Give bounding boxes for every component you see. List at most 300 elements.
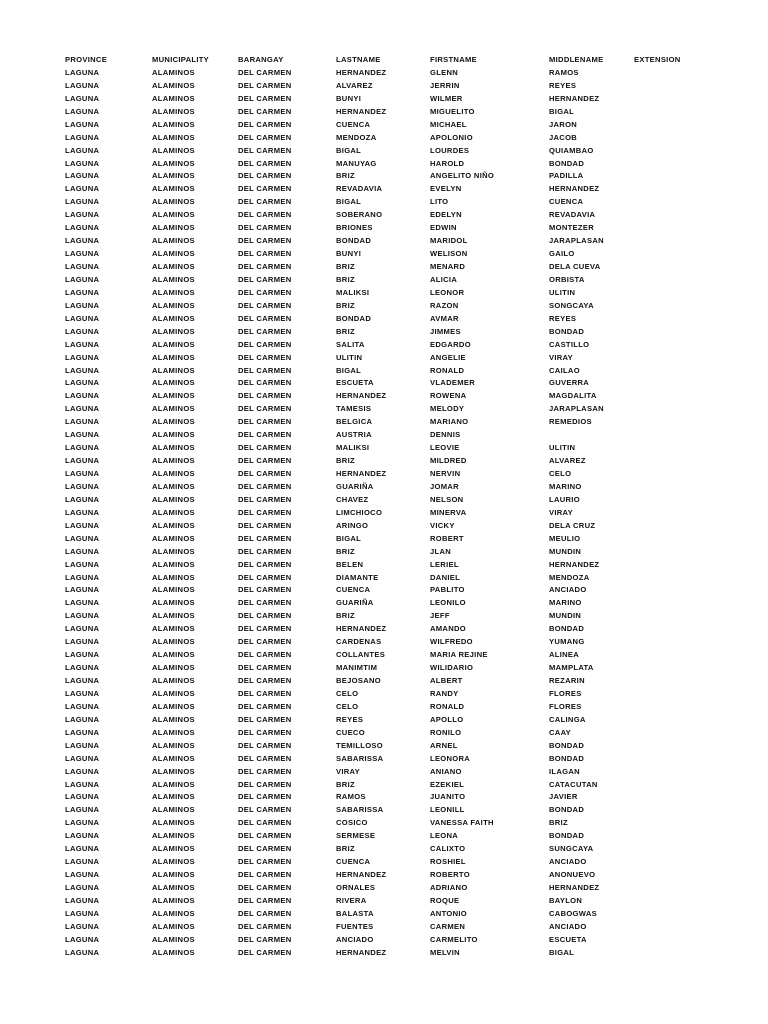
lastname-cell: GUARIÑA xyxy=(336,598,374,608)
table-row xyxy=(0,559,768,572)
middlename-cell: SUNGCAYA xyxy=(549,844,594,854)
firstname-cell: EDGARDO xyxy=(430,339,471,349)
municipality-cell: ALAMINOS xyxy=(152,378,195,388)
middlename-cell: FLORES xyxy=(549,701,582,711)
middlename-cell: CAAY xyxy=(549,727,572,737)
table-row xyxy=(0,610,768,623)
firstname-cell: MARIDOL xyxy=(430,236,468,246)
firstname-cell: MARIANO xyxy=(430,417,469,427)
province-cell: LAGUNA xyxy=(65,805,100,815)
middlename-cell: ALINEA xyxy=(549,650,580,660)
barangay-cell: DEL CARMEN xyxy=(238,546,292,556)
municipality-cell: ALAMINOS xyxy=(152,339,195,349)
firstname-cell: ANTONIO xyxy=(430,908,467,918)
firstname-cell: LITO xyxy=(430,197,449,207)
table-row xyxy=(0,183,768,196)
municipality-cell: ALAMINOS xyxy=(152,365,195,375)
barangay-cell: DEL CARMEN xyxy=(238,688,292,698)
municipality-cell: ALAMINOS xyxy=(152,67,195,77)
firstname-cell: CARMEN xyxy=(430,921,466,931)
lastname-cell: HERNANDEZ xyxy=(336,469,387,478)
firstname-cell: JLAN xyxy=(430,546,452,556)
lastname-cell: GUARIÑA xyxy=(336,481,374,491)
middlename-cell: BONDAD xyxy=(549,158,585,168)
table-row xyxy=(0,313,768,326)
barangay-cell: DEL CARMEN xyxy=(238,611,292,621)
firstname-cell: AMANDO xyxy=(430,624,466,634)
province-cell: LAGUNA xyxy=(65,908,100,918)
middlename-cell: HERNANDEZ xyxy=(549,559,600,569)
barangay-cell: DEL CARMEN xyxy=(238,727,292,737)
lastname-cell: BRIZ xyxy=(336,844,355,854)
province-cell: LAGUNA xyxy=(65,378,100,388)
lastname-cell: RAMOS xyxy=(336,792,366,802)
municipality-cell: ALAMINOS xyxy=(152,947,195,957)
lastname-cell: REYES xyxy=(336,714,364,724)
firstname-cell: APOLONIO xyxy=(430,132,473,142)
table-row xyxy=(0,455,768,468)
middlename-cell: BRIZ xyxy=(549,818,568,828)
table-row xyxy=(0,675,768,688)
municipality-cell: ALAMINOS xyxy=(152,469,195,478)
municipality-cell: ALAMINOS xyxy=(152,520,195,530)
municipality-cell: ALAMINOS xyxy=(152,727,195,737)
municipality-cell: ALAMINOS xyxy=(152,249,195,259)
barangay-cell: DEL CARMEN xyxy=(238,766,292,776)
middlename-cell: ANONUEVO xyxy=(549,870,596,880)
firstname-cell: ROWENA xyxy=(430,391,467,401)
lastname-cell: BIGAL xyxy=(336,145,362,155)
table-row xyxy=(0,779,768,792)
barangay-cell: DEL CARMEN xyxy=(238,249,292,259)
lastname-cell: BONDAD xyxy=(336,236,372,246)
firstname-cell: VLADEMER xyxy=(430,378,476,388)
lastname-cell: BEJOSANO xyxy=(336,676,382,685)
province-cell: LAGUNA xyxy=(65,533,100,543)
firstname-cell: WILFREDO xyxy=(430,637,473,647)
table-row xyxy=(0,235,768,248)
barangay-cell: DEL CARMEN xyxy=(238,714,292,724)
municipality-cell: ALAMINOS xyxy=(152,805,195,815)
table-row xyxy=(0,766,768,779)
province-cell: LAGUNA xyxy=(65,921,100,931)
middlename-cell: DELA CRUZ xyxy=(549,520,596,530)
middlename-cell: ULITIN xyxy=(549,287,576,297)
province-cell: LAGUNA xyxy=(65,352,100,362)
province-cell: LAGUNA xyxy=(65,300,100,310)
table-row xyxy=(0,817,768,830)
firstname-cell: WILIDARIO xyxy=(430,663,474,673)
municipality-cell: ALAMINOS xyxy=(152,494,195,504)
municipality-cell: ALAMINOS xyxy=(152,714,195,724)
firstname-cell: RONILO xyxy=(430,727,462,737)
province-cell: LAGUNA xyxy=(65,430,100,440)
table-row xyxy=(0,597,768,610)
barangay-cell: DEL CARMEN xyxy=(238,417,292,427)
barangay-cell: DEL CARMEN xyxy=(238,443,292,453)
barangay-cell: DEL CARMEN xyxy=(238,740,292,750)
middlename-cell: RAMOS xyxy=(549,67,579,77)
firstname-cell: NELSON xyxy=(430,494,464,504)
barangay-cell: DEL CARMEN xyxy=(238,701,292,711)
province-cell: LAGUNA xyxy=(65,223,100,233)
firstname-cell: LEOVIE xyxy=(430,443,460,453)
firstname-cell: ANGELITO NIÑO xyxy=(430,171,495,181)
lastname-cell: CUENCA xyxy=(336,585,371,595)
province-cell: LAGUNA xyxy=(65,456,100,466)
barangay-cell: DEL CARMEN xyxy=(238,378,292,388)
table-row xyxy=(0,843,768,856)
table-row xyxy=(0,908,768,921)
lastname-cell: DIAMANTE xyxy=(336,572,379,582)
barangay-cell: DEL CARMEN xyxy=(238,753,292,763)
province-cell: LAGUNA xyxy=(65,520,100,530)
barangay-cell: DEL CARMEN xyxy=(238,158,292,168)
province-cell: LAGUNA xyxy=(65,947,100,957)
middlename-cell: CAILAO xyxy=(549,365,580,375)
middlename-cell: JAVIER xyxy=(549,792,578,802)
firstname-cell: LOURDES xyxy=(430,145,470,155)
barangay-cell: DEL CARMEN xyxy=(238,106,292,116)
firstname-cell: VICKY xyxy=(430,520,455,530)
middlename-cell: CASTILLO xyxy=(549,339,590,349)
middlename-cell: MONTEZER xyxy=(549,223,595,233)
table-row xyxy=(0,740,768,753)
lastname-cell: BELGICA xyxy=(336,417,373,427)
middlename-cell: QUIAMBAO xyxy=(549,145,594,155)
table-row xyxy=(0,481,768,494)
municipality-cell: ALAMINOS xyxy=(152,585,195,595)
lastname-cell: REVADAVIA xyxy=(336,184,383,194)
province-cell: LAGUNA xyxy=(65,857,100,867)
lastname-cell: CELO xyxy=(336,688,359,698)
municipality-cell: ALAMINOS xyxy=(152,624,195,634)
municipality-cell: ALAMINOS xyxy=(152,287,195,297)
middlename-cell: BONDAD xyxy=(549,831,585,841)
middlename-cell: GUVERRA xyxy=(549,378,590,388)
table-row xyxy=(0,93,768,106)
barangay-cell: DEL CARMEN xyxy=(238,481,292,491)
middlename-cell: BAYLON xyxy=(549,895,583,905)
barangay-cell: DEL CARMEN xyxy=(238,494,292,504)
barangay-cell: DEL CARMEN xyxy=(238,210,292,220)
municipality-cell: ALAMINOS xyxy=(152,637,195,647)
lastname-cell: LIMCHIOCO xyxy=(336,507,383,517)
middlename-cell: MUNDIN xyxy=(549,611,582,621)
barangay-cell: DEL CARMEN xyxy=(238,171,292,181)
firstname-cell: APOLLO xyxy=(430,714,464,724)
middlename-cell: MEULIO xyxy=(549,533,581,543)
barangay-cell: DEL CARMEN xyxy=(238,650,292,660)
municipality-cell: ALAMINOS xyxy=(152,676,195,685)
province-cell: LAGUNA xyxy=(65,546,100,556)
middlename-cell: ALVAREZ xyxy=(549,456,586,466)
table-row xyxy=(0,830,768,843)
table-row xyxy=(0,947,768,960)
barangay-cell: DEL CARMEN xyxy=(238,352,292,362)
firstname-cell: ROQUE xyxy=(430,895,460,905)
table-row xyxy=(0,365,768,378)
municipality-cell: ALAMINOS xyxy=(152,274,195,284)
table-row xyxy=(0,274,768,287)
municipality-cell: ALAMINOS xyxy=(152,908,195,918)
lastname-cell: MALIKSI xyxy=(336,443,370,453)
firstname-cell: MENARD xyxy=(430,262,466,271)
header-barangay: BARANGAY xyxy=(238,55,284,64)
province-cell: LAGUNA xyxy=(65,158,100,168)
barangay-cell: DEL CARMEN xyxy=(238,430,292,440)
lastname-cell: FUENTES xyxy=(336,921,374,931)
middlename-cell: BONDAD xyxy=(549,805,585,815)
municipality-cell: ALAMINOS xyxy=(152,559,195,569)
middlename-cell: MENDOZA xyxy=(549,572,590,582)
barangay-cell: DEL CARMEN xyxy=(238,663,292,673)
municipality-cell: ALAMINOS xyxy=(152,779,195,789)
municipality-cell: ALAMINOS xyxy=(152,93,195,103)
middlename-cell: REZARIN xyxy=(549,676,585,685)
middlename-cell: MUNDIN xyxy=(549,546,582,556)
province-cell: LAGUNA xyxy=(65,106,100,116)
middlename-cell: BIGAL xyxy=(549,106,575,116)
table-row xyxy=(0,442,768,455)
barangay-cell: DEL CARMEN xyxy=(238,572,292,582)
province-cell: LAGUNA xyxy=(65,274,100,284)
middlename-cell: MARINO xyxy=(549,598,582,608)
barangay-cell: DEL CARMEN xyxy=(238,365,292,375)
lastname-cell: AUSTRIA xyxy=(336,430,372,440)
province-cell: LAGUNA xyxy=(65,93,100,103)
province-cell: LAGUNA xyxy=(65,313,100,323)
firstname-cell: RONALD xyxy=(430,701,465,711)
barangay-cell: DEL CARMEN xyxy=(238,844,292,854)
table-row xyxy=(0,662,768,675)
middlename-cell: ULITIN xyxy=(549,443,576,453)
municipality-cell: ALAMINOS xyxy=(152,844,195,854)
firstname-cell: DENNIS xyxy=(430,430,461,440)
barangay-cell: DEL CARMEN xyxy=(238,287,292,297)
province-cell: LAGUNA xyxy=(65,895,100,905)
table-row xyxy=(0,921,768,934)
province-cell: LAGUNA xyxy=(65,650,100,660)
middlename-cell: HERNANDEZ xyxy=(549,93,600,103)
municipality-cell: ALAMINOS xyxy=(152,934,195,944)
table-row xyxy=(0,287,768,300)
table-row xyxy=(0,132,768,145)
barangay-cell: DEL CARMEN xyxy=(238,93,292,103)
table-row xyxy=(0,714,768,727)
table-row xyxy=(0,856,768,869)
middlename-cell: MARINO xyxy=(549,481,582,491)
province-cell: LAGUNA xyxy=(65,481,100,491)
municipality-cell: ALAMINOS xyxy=(152,158,195,168)
middlename-cell: ILAGAN xyxy=(549,766,580,776)
firstname-cell: EVELYN xyxy=(430,184,462,194)
barangay-cell: DEL CARMEN xyxy=(238,934,292,944)
table-row xyxy=(0,882,768,895)
firstname-cell: ARNEL xyxy=(430,740,458,750)
firstname-cell: RAZON xyxy=(430,300,459,310)
table-row xyxy=(0,300,768,313)
middlename-cell: REYES xyxy=(549,313,577,323)
table-row xyxy=(0,390,768,403)
province-cell: LAGUNA xyxy=(65,365,100,375)
firstname-cell: MELVIN xyxy=(430,947,460,957)
barangay-cell: DEL CARMEN xyxy=(238,391,292,401)
spreadsheet-table xyxy=(0,54,768,960)
municipality-cell: ALAMINOS xyxy=(152,883,195,892)
lastname-cell: HERNANDEZ xyxy=(336,947,387,957)
table-row xyxy=(0,158,768,171)
province-cell: LAGUNA xyxy=(65,818,100,828)
municipality-cell: ALAMINOS xyxy=(152,481,195,491)
barangay-cell: DEL CARMEN xyxy=(238,262,292,271)
barangay-cell: DEL CARMEN xyxy=(238,80,292,90)
lastname-cell: TAMESIS xyxy=(336,404,372,414)
lastname-cell: CUECO xyxy=(336,727,365,737)
header-middlename: MIDDLENAME xyxy=(549,55,604,64)
municipality-cell: ALAMINOS xyxy=(152,766,195,776)
table-row xyxy=(0,895,768,908)
middlename-cell: CELO xyxy=(549,469,572,478)
middlename-cell: HERNANDEZ xyxy=(549,883,600,892)
lastname-cell: BUNYI xyxy=(336,93,362,103)
lastname-cell: COSICO xyxy=(336,818,368,828)
lastname-cell: BRIZ xyxy=(336,611,355,621)
barangay-cell: DEL CARMEN xyxy=(238,339,292,349)
municipality-cell: ALAMINOS xyxy=(152,391,195,401)
province-cell: LAGUNA xyxy=(65,67,100,77)
firstname-cell: LEONORA xyxy=(430,753,471,763)
barangay-cell: DEL CARMEN xyxy=(238,779,292,789)
middlename-cell: ORBISTA xyxy=(549,274,585,284)
lastname-cell: BRIZ xyxy=(336,171,355,181)
municipality-cell: ALAMINOS xyxy=(152,572,195,582)
municipality-cell: ALAMINOS xyxy=(152,132,195,142)
lastname-cell: ARINGO xyxy=(336,520,369,530)
province-cell: LAGUNA xyxy=(65,844,100,854)
middlename-cell: CALINGA xyxy=(549,714,586,724)
lastname-cell: BALASTA xyxy=(336,908,374,918)
municipality-cell: ALAMINOS xyxy=(152,80,195,90)
table-row xyxy=(0,533,768,546)
lastname-cell: BRIZ xyxy=(336,300,355,310)
table-row xyxy=(0,507,768,520)
municipality-cell: ALAMINOS xyxy=(152,443,195,453)
lastname-cell: BUNYI xyxy=(336,249,362,259)
middlename-cell: BIGAL xyxy=(549,947,575,957)
barangay-cell: DEL CARMEN xyxy=(238,883,292,892)
barangay-cell: DEL CARMEN xyxy=(238,857,292,867)
province-cell: LAGUNA xyxy=(65,80,100,90)
middlename-cell: SONGCAYA xyxy=(549,300,594,310)
barangay-cell: DEL CARMEN xyxy=(238,792,292,802)
province-cell: LAGUNA xyxy=(65,598,100,608)
table-row xyxy=(0,403,768,416)
lastname-cell: BRIZ xyxy=(336,274,355,284)
municipality-cell: ALAMINOS xyxy=(152,753,195,763)
middlename-cell: VIRAY xyxy=(549,507,574,517)
lastname-cell: BONDAD xyxy=(336,313,372,323)
lastname-cell: CUENCA xyxy=(336,119,371,129)
barangay-cell: DEL CARMEN xyxy=(238,274,292,284)
municipality-cell: ALAMINOS xyxy=(152,533,195,543)
province-cell: LAGUNA xyxy=(65,611,100,621)
municipality-cell: ALAMINOS xyxy=(152,223,195,233)
firstname-cell: EZEKIEL xyxy=(430,779,465,789)
middlename-cell: VIRAY xyxy=(549,352,574,362)
province-cell: LAGUNA xyxy=(65,443,100,453)
lastname-cell: HERNANDEZ xyxy=(336,391,387,401)
municipality-cell: ALAMINOS xyxy=(152,663,195,673)
municipality-cell: ALAMINOS xyxy=(152,236,195,246)
lastname-cell: BIGAL xyxy=(336,533,362,543)
barangay-cell: DEL CARMEN xyxy=(238,831,292,841)
lastname-cell: CHAVEZ xyxy=(336,494,369,504)
firstname-cell: LEONA xyxy=(430,831,459,841)
firstname-cell: MICHAEL xyxy=(430,119,467,129)
header-province: PROVINCE xyxy=(65,55,108,64)
province-cell: LAGUNA xyxy=(65,585,100,595)
municipality-cell: ALAMINOS xyxy=(152,701,195,711)
province-cell: LAGUNA xyxy=(65,132,100,142)
firstname-cell: ANGELIE xyxy=(430,352,466,362)
firstname-cell: CARMELITO xyxy=(430,934,478,944)
province-cell: LAGUNA xyxy=(65,184,100,194)
table-row xyxy=(0,701,768,714)
middlename-cell: MAMPLATA xyxy=(549,663,594,673)
lastname-cell: VIRAY xyxy=(336,766,361,776)
barangay-cell: DEL CARMEN xyxy=(238,598,292,608)
lastname-cell: BIGAL xyxy=(336,197,362,207)
barangay-cell: DEL CARMEN xyxy=(238,895,292,905)
municipality-cell: ALAMINOS xyxy=(152,870,195,880)
province-cell: LAGUNA xyxy=(65,701,100,711)
firstname-cell: GLENN xyxy=(430,67,459,77)
municipality-cell: ALAMINOS xyxy=(152,404,195,414)
municipality-cell: ALAMINOS xyxy=(152,611,195,621)
province-cell: LAGUNA xyxy=(65,637,100,647)
municipality-cell: ALAMINOS xyxy=(152,106,195,116)
province-cell: LAGUNA xyxy=(65,883,100,892)
firstname-cell: JOMAR xyxy=(430,481,459,491)
table-row xyxy=(0,572,768,585)
lastname-cell: SABARISSA xyxy=(336,753,384,763)
barangay-cell: DEL CARMEN xyxy=(238,624,292,634)
lastname-cell: ESCUETA xyxy=(336,378,374,388)
lastname-cell: BRIZ xyxy=(336,779,355,789)
table-row xyxy=(0,869,768,882)
table-row xyxy=(0,636,768,649)
lastname-cell: BRIZ xyxy=(336,326,355,336)
province-cell: LAGUNA xyxy=(65,145,100,155)
table-row xyxy=(0,261,768,274)
province-cell: LAGUNA xyxy=(65,766,100,776)
middlename-cell: ANCIADO xyxy=(549,585,587,595)
province-cell: LAGUNA xyxy=(65,831,100,841)
lastname-cell: BRIZ xyxy=(336,262,355,271)
municipality-cell: ALAMINOS xyxy=(152,145,195,155)
municipality-cell: ALAMINOS xyxy=(152,197,195,207)
middlename-cell: REVADAVIA xyxy=(549,210,596,220)
firstname-cell: ROBERTO xyxy=(430,870,470,880)
municipality-cell: ALAMINOS xyxy=(152,507,195,517)
lastname-cell: TEMILLOSO xyxy=(336,740,383,750)
table-row xyxy=(0,468,768,481)
middlename-cell: LAURIO xyxy=(549,494,580,504)
barangay-cell: DEL CARMEN xyxy=(238,676,292,685)
firstname-cell: MIGUELITO xyxy=(430,106,475,116)
lastname-cell: SOBERANO xyxy=(336,210,383,220)
